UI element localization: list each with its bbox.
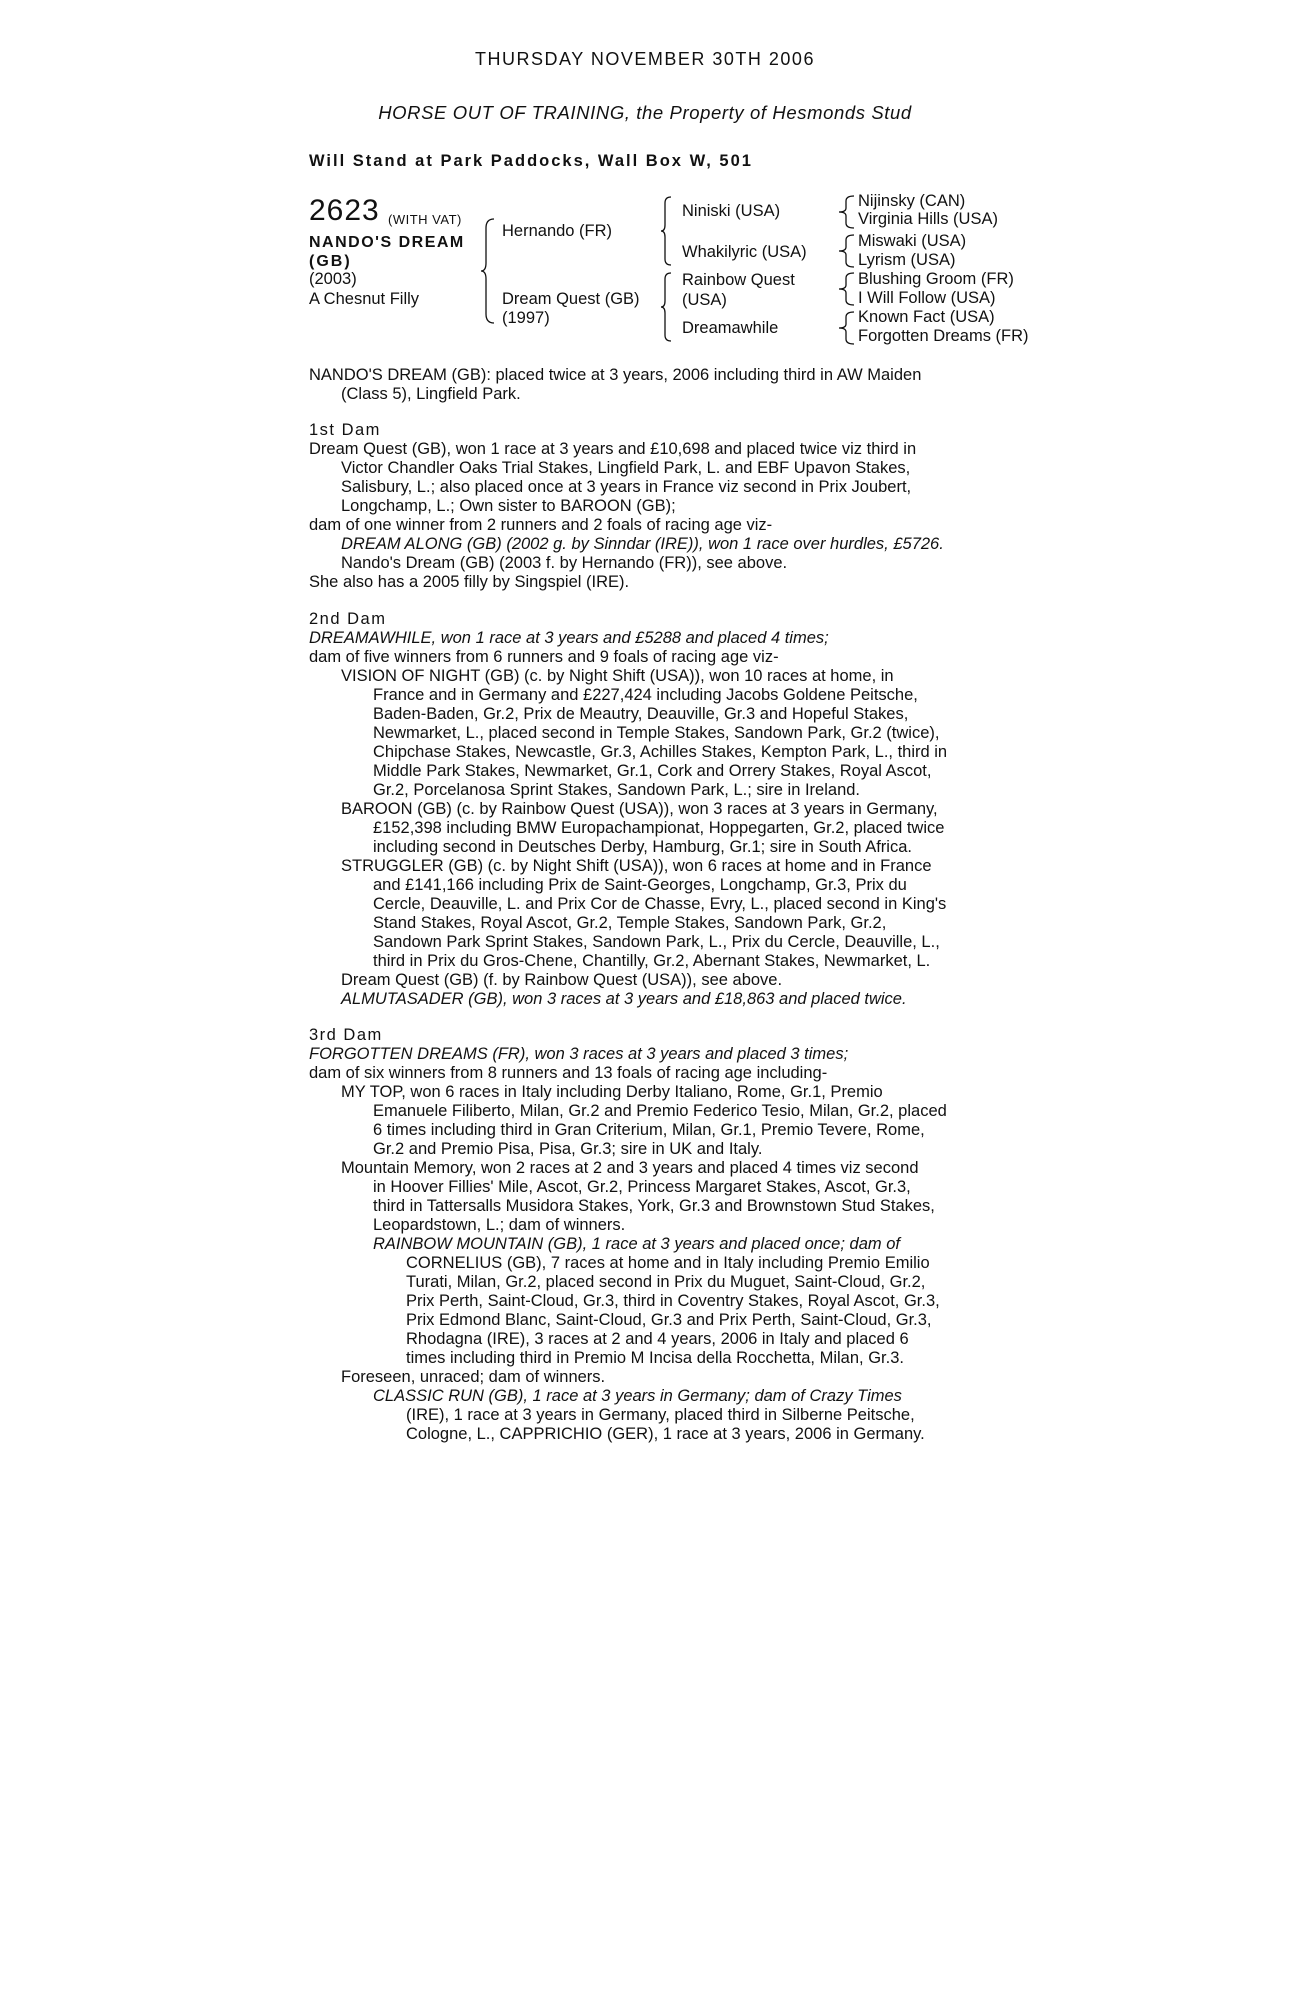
second-dam-line: BAROON (GB) (c. by Rainbow Quest (USA)), won 3 races at 3 years in Germany, xyxy=(341,800,938,818)
horse-year: (2003) xyxy=(309,270,357,288)
brace-icon xyxy=(838,195,856,229)
pedigree-dam: Dream Quest (GB) xyxy=(502,290,640,308)
pedigree-sire: Hernando (FR) xyxy=(502,222,613,240)
first-dam-line: She also has a 2005 filly by Singspiel (IRE). xyxy=(309,573,630,591)
second-dam-line: Sandown Park Sprint Stakes, Sandown Park, L., Prix du Cercle, Deauville, L., xyxy=(373,933,940,951)
third-dam-line: MY TOP, won 6 races in Italy including Derby Italiano, Rome, Gr.1, Premio xyxy=(341,1083,883,1101)
third-dam-line: times including third in Premio M Incisa della Rocchetta, Milan, Gr.3. xyxy=(406,1349,904,1367)
vat-note: (WITH VAT) xyxy=(388,212,462,227)
second-dam-section xyxy=(309,629,947,1009)
lot-number: 2623 xyxy=(309,194,380,227)
pedigree-ddd: Forgotten Dreams (FR) xyxy=(858,327,1029,345)
pedigree-sss: Nijinsky (CAN) xyxy=(858,192,966,210)
horse-name: NANDO'S DREAM xyxy=(309,234,465,251)
pedigree-dam-sire: Rainbow Quest xyxy=(682,271,795,289)
second-dam-line: dam of five winners from 6 runners and 9 foals of racing age viz- xyxy=(309,648,779,666)
third-dam-line: Prix Perth, Saint-Cloud, Gr.3, third in Coventry Stakes, Royal Ascot, Gr.3, xyxy=(406,1292,940,1310)
second-dam-heading: 2nd Dam xyxy=(309,610,387,628)
race-summary-line: (Class 5), Lingfield Park. xyxy=(341,385,521,403)
pedigree-dam-year: (1997) xyxy=(502,309,550,327)
pedigree-sire-sire: Niniski (USA) xyxy=(682,202,781,220)
third-dam-line: in Hoover Fillies' Mile, Ascot, Gr.2, Princess Margaret Stakes, Ascot, Gr.3, xyxy=(373,1178,911,1196)
first-dam-line: dam of one winner from 2 runners and 2 foals of racing age viz- xyxy=(309,516,773,534)
pedigree-ssd: Virginia Hills (USA) xyxy=(858,210,998,228)
second-dam-line: Gr.2, Porcelanosa Sprint Stakes, Sandown Park, L.; sire in Ireland. xyxy=(373,781,860,799)
second-dam-line: DREAMAWHILE, won 1 race at 3 years and £5288 and placed 4 times; xyxy=(309,629,829,647)
third-dam-line: (IRE), 1 race at 3 years in Germany, placed third in Silberne Peitsche, xyxy=(406,1406,915,1424)
third-dam-line: CLASSIC RUN (GB), 1 race at 3 years in Germany; dam of Crazy Times xyxy=(373,1387,902,1405)
brace-icon xyxy=(838,272,856,306)
second-dam-line: third in Prix du Gros-Chene, Chantilly, Gr.2, Abernant Stakes, Newmarket, L. xyxy=(373,952,931,970)
third-dam-heading: 3rd Dam xyxy=(309,1026,383,1044)
third-dam-line: Emanuele Filiberto, Milan, Gr.2 and Premio Federico Tesio, Milan, Gr.2, placed xyxy=(373,1102,947,1120)
second-dam-line: and £141,166 including Prix de Saint-Georges, Longchamp, Gr.3, Prix du xyxy=(373,876,907,894)
second-dam-line: £152,398 including BMW Europachampionat, Hoppegarten, Gr.2, placed twice xyxy=(373,819,945,837)
third-dam-line: Rhodagna (IRE), 3 races at 2 and 4 years, 2006 in Italy and placed 6 xyxy=(406,1330,909,1348)
first-dam-line: Dream Quest (GB), won 1 race at 3 years and £10,698 and placed twice viz third in xyxy=(309,440,917,458)
third-dam-line: dam of six winners from 8 runners and 13 foals of racing age including- xyxy=(309,1064,828,1082)
pedigree-dds: Known Fact (USA) xyxy=(858,308,995,326)
brace-icon xyxy=(838,234,856,268)
third-dam-line: CORNELIUS (GB), 7 races at home and in Italy including Premio Emilio xyxy=(406,1254,930,1272)
brace-icon xyxy=(660,272,672,342)
second-dam-line: Newmarket, L., placed second in Temple Stakes, Sandown Park, Gr.2 (twice), xyxy=(373,724,940,742)
race-summary-line: NANDO'S DREAM (GB): placed twice at 3 years, 2006 including third in AW Maiden xyxy=(309,366,922,384)
pedigree-dss: Blushing Groom (FR) xyxy=(858,270,1014,288)
first-dam-line: Longchamp, L.; Own sister to BAROON (GB); xyxy=(341,497,676,515)
second-dam-line: ALMUTASADER (GB), won 3 races at 3 years and £18,863 and placed twice. xyxy=(341,990,907,1008)
third-dam-line: Foreseen, unraced; dam of winners. xyxy=(341,1368,606,1386)
sale-date: THURSDAY NOVEMBER 30TH 2006 xyxy=(475,49,815,69)
third-dam-line: Leopardstown, L.; dam of winners. xyxy=(373,1216,626,1234)
third-dam-section xyxy=(309,1045,947,1444)
second-dam-line: Cercle, Deauville, L. and Prix Cor de Chasse, Evry, L., placed second in King's xyxy=(373,895,947,913)
brace-icon xyxy=(480,218,496,324)
pedigree-dam-dam: Dreamawhile xyxy=(682,319,779,337)
second-dam-line: including second in Deutsches Derby, Hamburg, Gr.1; sire in South Africa. xyxy=(373,838,912,856)
third-dam-line: Gr.2 and Premio Pisa, Pisa, Gr.3; sire in UK and Italy. xyxy=(373,1140,763,1158)
third-dam-line: Mountain Memory, won 2 races at 2 and 3 years and placed 4 times viz second xyxy=(341,1159,919,1177)
second-dam-line: Dream Quest (GB) (f. by Rainbow Quest (USA)), see above. xyxy=(341,971,783,989)
second-dam-line: Chipchase Stakes, Newcastle, Gr.3, Achilles Stakes, Kempton Park, L., third in xyxy=(373,743,948,761)
brace-icon xyxy=(838,311,856,345)
first-dam-heading: 1st Dam xyxy=(309,421,381,439)
first-dam-section xyxy=(309,440,944,592)
second-dam-line: Stand Stakes, Royal Ascot, Gr.2, Temple Stakes, Sandown Park, Gr.2, xyxy=(373,914,887,932)
first-dam-line: DREAM ALONG (GB) (2002 g. by Sinndar (IRE)), won 1 race over hurdles, £5726. xyxy=(341,535,944,553)
second-dam-line: Baden-Baden, Gr.2, Prix de Meautry, Deauville, Gr.3 and Hopeful Stakes, xyxy=(373,705,909,723)
pedigree-sdd: Lyrism (USA) xyxy=(858,251,956,269)
second-dam-line: France and in Germany and £227,424 including Jacobs Goldene Peitsche, xyxy=(373,686,918,704)
box-location: Will Stand at Park Paddocks, Wall Box W, 501 xyxy=(309,152,753,170)
third-dam-line: Cologne, L., CAPPRICHIO (GER), 1 race at 3 years, 2006 in Germany. xyxy=(406,1425,925,1443)
third-dam-line: 6 times including third in Gran Criterium, Milan, Gr.1, Premio Tevere, Rome, xyxy=(373,1121,925,1139)
third-dam-line: RAINBOW MOUNTAIN (GB), 1 race at 3 years and placed once; dam of xyxy=(373,1235,900,1253)
sale-subtitle: HORSE OUT OF TRAINING, the Property of Hesmonds Stud xyxy=(378,102,912,123)
horse-description: A Chesnut Filly xyxy=(309,290,420,308)
third-dam-line: Turati, Milan, Gr.2, placed second in Prix du Muguet, Saint-Cloud, Gr.2, xyxy=(406,1273,926,1291)
horse-country: (GB) xyxy=(309,253,352,270)
pedigree-sire-dam: Whakilyric (USA) xyxy=(682,243,807,261)
second-dam-line: STRUGGLER (GB) (c. by Night Shift (USA)), won 6 races at home and in France xyxy=(341,857,932,875)
pedigree-dam-sire-country: (USA) xyxy=(682,291,727,309)
first-dam-line: Salisbury, L.; also placed once at 3 years in France viz second in Prix Joubert, xyxy=(341,478,912,496)
first-dam-line: Victor Chandler Oaks Trial Stakes, Lingfield Park, L. and EBF Upavon Stakes, xyxy=(341,459,911,477)
third-dam-line: Prix Edmond Blanc, Saint-Cloud, Gr.3 and Prix Perth, Saint-Cloud, Gr.3, xyxy=(406,1311,932,1329)
first-dam-line: Nando's Dream (GB) (2003 f. by Hernando (FR)), see above. xyxy=(341,554,788,572)
pedigree-dsd: I Will Follow (USA) xyxy=(858,289,996,307)
brace-icon xyxy=(660,196,672,266)
pedigree-sds: Miswaki (USA) xyxy=(858,232,967,250)
second-dam-line: Middle Park Stakes, Newmarket, Gr.1, Cork and Orrery Stakes, Royal Ascot, xyxy=(373,762,932,780)
third-dam-line: third in Tattersalls Musidora Stakes, York, Gr.3 and Brownstown Stud Stakes, xyxy=(373,1197,935,1215)
third-dam-line: FORGOTTEN DREAMS (FR), won 3 races at 3 years and placed 3 times; xyxy=(309,1045,849,1063)
second-dam-line: VISION OF NIGHT (GB) (c. by Night Shift (USA)), won 10 races at home, in xyxy=(341,667,894,685)
